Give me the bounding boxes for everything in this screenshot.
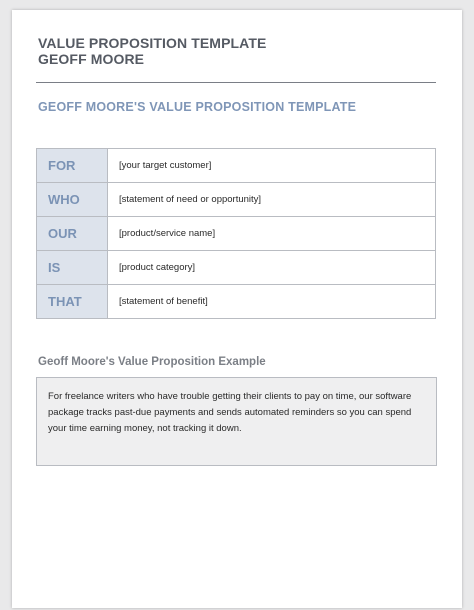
row-key: OUR bbox=[37, 217, 108, 251]
row-value[interactable]: [statement of need or opportunity] bbox=[108, 183, 436, 217]
document-page bbox=[12, 10, 462, 608]
title-line-1: VALUE PROPOSITION TEMPLATE bbox=[38, 35, 267, 51]
row-value[interactable]: [your target customer] bbox=[108, 149, 436, 183]
row-key: THAT bbox=[37, 285, 108, 319]
value-proposition-table bbox=[36, 148, 436, 319]
table-row bbox=[37, 285, 436, 319]
row-key: WHO bbox=[37, 183, 108, 217]
section-heading: GEOFF MOORE'S VALUE PROPOSITION TEMPLATE bbox=[38, 100, 357, 114]
example-heading: Geoff Moore's Value Proposition Example bbox=[38, 356, 266, 368]
example-text-box[interactable]: For freelance writers who have trouble getting their clients to pay on time, our software package tracks past-due payments and sends automated reminders so you can spend your time earning money, not tracking it down. bbox=[36, 377, 437, 466]
document-title bbox=[38, 35, 266, 67]
row-value[interactable]: [product category] bbox=[108, 251, 436, 285]
table-row bbox=[37, 217, 436, 251]
row-key: IS bbox=[37, 251, 108, 285]
table-row bbox=[37, 183, 436, 217]
row-key: FOR bbox=[37, 149, 108, 183]
table-row bbox=[37, 251, 436, 285]
row-value[interactable]: [statement of benefit] bbox=[108, 285, 436, 319]
title-line-2: GEOFF MOORE bbox=[38, 51, 145, 67]
table-row bbox=[37, 149, 436, 183]
row-value[interactable]: [product/service name] bbox=[108, 217, 436, 251]
title-divider bbox=[36, 82, 436, 83]
